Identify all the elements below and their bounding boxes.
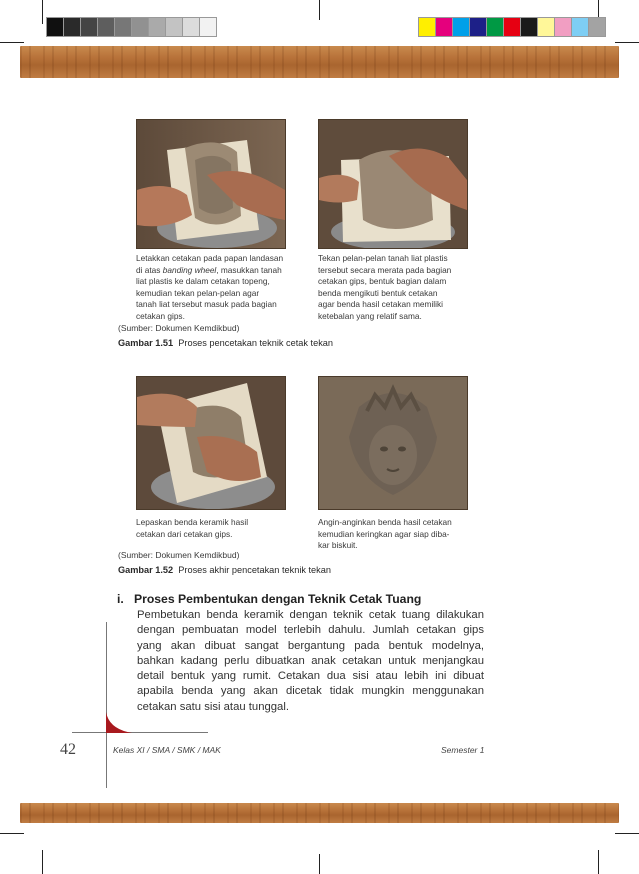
caption-removing-ceramic: [136, 517, 316, 540]
paragraph-line: detail bentuk yang rumit. Cetakan dua sisi atau lebih ini dibuat: [137, 670, 484, 683]
caption-text: Letakkan cetakan pada papan landasan: [136, 253, 284, 263]
calibration-swatch: [537, 17, 555, 37]
calibration-swatch: [435, 17, 453, 37]
caption-line: [136, 311, 316, 323]
caption-text: , masukkan tanah: [216, 264, 282, 275]
calibration-swatch: [588, 17, 606, 37]
corner-accent-shape: [106, 712, 132, 733]
calibration-swatch: [97, 17, 115, 37]
caption-line: cetakan dari cetakan gips.: [136, 528, 233, 539]
crop-mark: [0, 42, 24, 43]
figure-label: Gambar 1.52: [118, 565, 174, 575]
crop-mark: [319, 854, 320, 874]
figure-title: Proses pencetakan teknik cetak tekan: [178, 338, 334, 348]
paragraph-line: apabila benda yang akan dicetak tidak mungkin menggunakan: [137, 685, 484, 698]
crop-mark: [0, 833, 24, 834]
calibration-swatch: [148, 17, 166, 37]
caption-line: [136, 276, 316, 288]
margin-vertical-rule: [106, 622, 107, 788]
crop-mark: [42, 850, 43, 874]
calibration-swatch: [469, 17, 487, 37]
calibration-swatch: [63, 17, 81, 37]
caption-flattening-clay: [318, 253, 498, 322]
figure-title: Proses akhir pencetakan teknik tekan: [178, 565, 331, 575]
paragraph-line: cetakan satu sisi atau tunggal.: [137, 700, 289, 713]
calibration-swatch: [114, 17, 132, 37]
crop-mark: [615, 42, 639, 43]
caption-text: liat plastis ke dalam cetakan topeng,: [136, 276, 270, 286]
page-number: 42: [60, 741, 76, 758]
caption-line: Lepaskan benda keramik hasil: [136, 517, 249, 527]
calibration-swatch: [486, 17, 504, 37]
caption-italic-term: banding wheel: [162, 264, 217, 275]
caption-text: tanah liat tersebut masuk pada bagian: [136, 299, 277, 309]
footer-book-info: Kelas XI / SMA / SMK / MAK: [113, 745, 221, 755]
calibration-swatch: [165, 17, 183, 37]
caption-text: di atas: [136, 264, 163, 275]
caption-line: kemudian keringkan agar siap diba-: [318, 528, 450, 539]
photo-drying-mask: [318, 376, 468, 510]
calibration-swatch: [131, 17, 149, 37]
caption-line: Tekan pelan-pelan tanah liat plastis: [318, 253, 448, 263]
crop-mark: [42, 0, 43, 24]
figure-caption: [118, 338, 333, 348]
caption-line: kar biskuit.: [318, 540, 358, 550]
caption-line: [136, 265, 316, 277]
calibration-swatch: [182, 17, 200, 37]
caption-line: Angin-anginkan benda hasil cetakan: [318, 517, 452, 527]
paragraph-line: yang akan dibuat sangat bergantung pada bentuk modelnya,: [137, 639, 484, 652]
footer-horizontal-rule: [72, 732, 208, 733]
crop-mark: [598, 850, 599, 874]
paragraph-line: Pembetukan benda keramik dengan teknik cetak tuang dilakukan: [137, 609, 484, 621]
calibration-swatch: [520, 17, 538, 37]
calibration-swatch: [199, 17, 217, 37]
section-title: Proses Pembentukan dengan Teknik Cetak Tuang: [133, 592, 422, 606]
crop-mark: [615, 833, 639, 834]
caption-text: kemudian tekan pelan-pelan agar: [136, 287, 260, 298]
photo-flattening-clay: [318, 119, 468, 249]
caption-text: cetakan gips.: [136, 310, 185, 321]
calibration-swatch: [418, 17, 436, 37]
paragraph-line: bahkan kadang perlu dibuatkan anak cetakan untuk menjangkau: [137, 654, 484, 667]
calibration-swatch: [80, 17, 98, 37]
photo-pressing-clay-into-mold: [136, 119, 286, 249]
caption-line: benda mengikuti bentuk cetakan: [318, 287, 438, 298]
figure-source: (Sumber: Dokumen Kemdikbud): [118, 323, 240, 333]
calibration-swatch: [46, 17, 64, 37]
caption-line: [136, 299, 316, 311]
caption-line: agar benda hasil cetakan memiliki: [318, 299, 443, 309]
caption-line: tersebut secara merata pada bagian: [318, 264, 452, 275]
paragraph-line: dengan pembuatan model terlebih dahulu. Jumlah cetakan gips: [137, 624, 484, 637]
photo-removing-ceramic: [136, 376, 286, 510]
calibration-swatch: [452, 17, 470, 37]
section-body: [137, 608, 484, 715]
calibration-swatch: [503, 17, 521, 37]
caption-line: ketebalan yang relatif sama.: [318, 310, 422, 321]
section-marker: i.: [117, 592, 124, 606]
figure-caption: [118, 565, 331, 575]
caption-pressing-clay: [136, 253, 316, 322]
figure-source: (Sumber: Dokumen Kemdikbud): [118, 550, 240, 560]
calibration-swatch: [571, 17, 589, 37]
caption-line: [136, 253, 316, 265]
caption-drying-mask: [318, 517, 498, 552]
caption-line: cetakan gips, bentuk bagian dalam: [318, 276, 447, 286]
section-heading: [117, 592, 421, 606]
caption-line: [136, 288, 316, 300]
footer-semester: Semester 1: [441, 745, 485, 755]
top-wood-banner: [20, 46, 619, 78]
calibration-swatch: [554, 17, 572, 37]
bottom-wood-banner: [20, 803, 619, 823]
figure-label: Gambar 1.51: [118, 338, 174, 348]
crop-mark: [319, 0, 320, 20]
